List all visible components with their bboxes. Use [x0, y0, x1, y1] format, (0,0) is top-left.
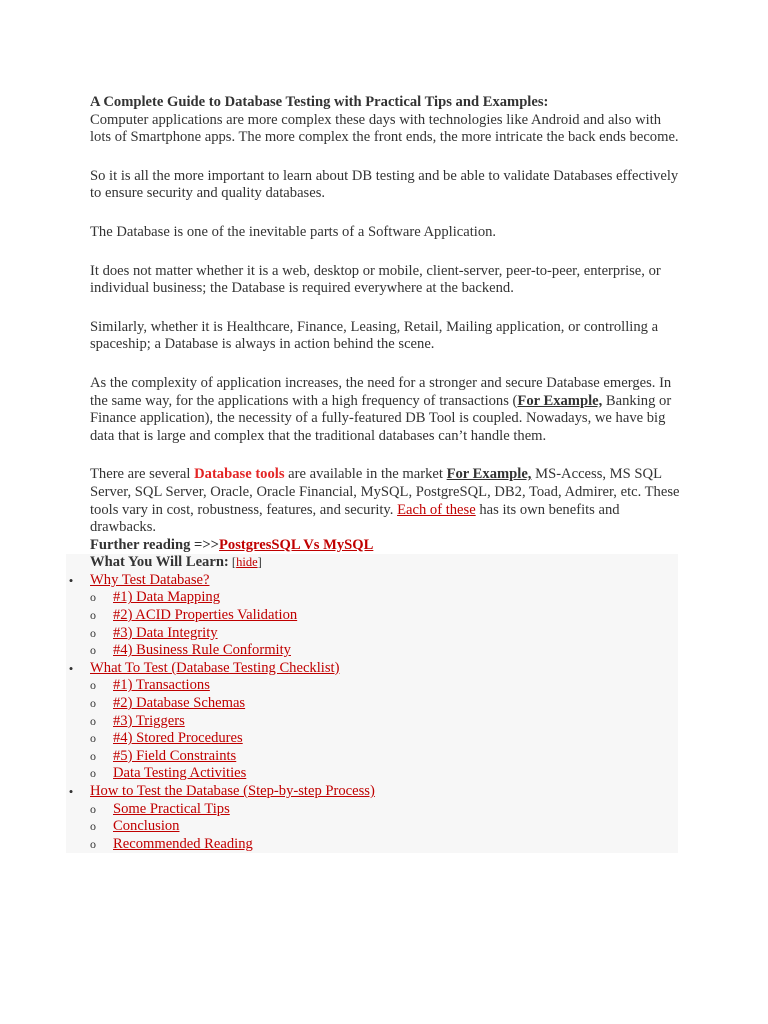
toc-subsection-link[interactable]: #3) Data Integrity [113, 624, 218, 641]
toc-subsection-item [90, 642, 678, 660]
intro-text: Computer applications are more complex these days with technologies like Android and also with lots of Smartphone apps. The more complex the front ends, the more intricate the back ends become. [90, 111, 679, 146]
toc-subsection-item [90, 589, 678, 607]
circle-bullet-icon: o [90, 766, 96, 781]
toc-subsection-item [90, 836, 678, 854]
table-of-contents [68, 554, 678, 853]
toc-subsection-link[interactable]: Conclusion [113, 818, 180, 835]
tools-text-b: are available in the market [284, 466, 447, 483]
toc-section-item [68, 571, 678, 590]
bullet-icon: • [68, 572, 74, 588]
for-example-emphasis: For Example, [517, 392, 603, 409]
toc-subsection-item [90, 748, 678, 766]
toc-heading: What You Will Learn: [90, 554, 229, 571]
toc-subsection-link[interactable]: #3) Triggers [113, 712, 185, 729]
bullet-icon: • [68, 784, 74, 799]
toc-background-strip [66, 554, 90, 853]
circle-bullet-icon: o [90, 713, 96, 728]
toc-subsection-item [90, 607, 678, 625]
circle-bullet-icon: o [90, 625, 96, 640]
toc-hide-bracket-open: [ [228, 555, 237, 570]
article-body [68, 94, 680, 853]
toc-subsection-item [90, 625, 678, 643]
paragraph-complexity [90, 375, 680, 445]
circle-bullet-icon: o [90, 801, 96, 816]
each-of-these-link[interactable]: Each of these [397, 501, 476, 518]
toc-section-link[interactable]: Why Test Database? [90, 571, 210, 588]
for-example-emphasis-2: For Example, [446, 466, 532, 483]
tools-text-c: MS-Access, MS SQL Server, SQL Server, Oracle, Oracle Financial, MySQL, PostgreSQL, DB2, Toad, Admirer, etc. These tools vary in cost, robustness, features, and security. [90, 466, 680, 518]
toc-section-item [68, 659, 678, 678]
paragraph-db-testing: So it is all the more important to learn about DB testing and be able to validate Databases effectively to ensure security and quality databases. [90, 167, 679, 202]
toc-section-link[interactable]: How to Test the Database (Step-by-step Process) [90, 783, 375, 799]
toc-list [68, 571, 678, 854]
further-reading-label: Further reading =>> [90, 536, 219, 553]
further-reading [90, 537, 680, 555]
paragraph-db-tools [90, 466, 680, 536]
toc-hide-link[interactable]: hide [236, 555, 258, 570]
toc-subsection-item [90, 818, 678, 836]
toc-section-link[interactable]: What To Test (Database Testing Checklist) [90, 659, 340, 676]
circle-bullet-icon: o [90, 836, 96, 851]
toc-subsection-item [90, 713, 678, 731]
toc-subsection-link[interactable]: #1) Data Mapping [113, 589, 220, 606]
toc-subsection-item [90, 801, 678, 819]
paragraph-inevitable: The Database is one of the inevitable parts of a Software Application. [90, 223, 497, 240]
toc-header [90, 554, 678, 572]
article-title-paragraph [90, 94, 680, 147]
paragraph-spaceship: Similarly, whether it is Healthcare, Finance, Leasing, Retail, Mailing application, or controlling a spaceship; a Database is always in action behind the scene. [90, 318, 659, 353]
toc-subsection-link[interactable]: Data Testing Activities [113, 765, 247, 782]
toc-subsection-link[interactable]: #1) Transactions [113, 677, 210, 694]
tools-text-a: There are several [90, 466, 195, 483]
circle-bullet-icon: o [90, 731, 96, 746]
toc-subsection-link[interactable]: #5) Field Constraints [113, 747, 237, 764]
tools-text-d: has its own benefits and drawbacks. [90, 501, 620, 536]
postgres-vs-mysql-link[interactable]: PostgresSQL Vs MySQL [219, 536, 374, 553]
toc-subsection-item [90, 677, 678, 695]
complexity-text-a: As the complexity of application increases, the need for a stronger and secure Database emerges. In the same way, for the applications with a high frequency of transactions ( [90, 374, 672, 409]
toc-section-item [68, 783, 678, 801]
circle-bullet-icon: o [90, 748, 96, 763]
toc-subsection-link[interactable]: Recommended Reading [113, 835, 253, 852]
toc-subsection-item [90, 765, 678, 783]
circle-bullet-icon: o [90, 608, 96, 623]
toc-subsection-link[interactable]: #2) ACID Properties Validation [113, 607, 298, 624]
paragraph-backend: It does not matter whether it is a web, desktop or mobile, client-server, peer-to-peer, enterprise, or individual business; the Database is required everywhere at the backend. [90, 262, 661, 297]
circle-bullet-icon: o [90, 643, 96, 658]
database-tools-highlight: Database tools [194, 466, 285, 483]
toc-hide-bracket-close: ] [257, 555, 262, 570]
toc-subsection-item [90, 730, 678, 748]
circle-bullet-icon: o [90, 819, 96, 834]
complexity-text-b: Banking or Finance application), the necessity of a fully-featured DB Tool is coupled. Nowadays, we have big data that is large and complex that the traditional databases can’t handle them. [90, 392, 672, 444]
circle-bullet-icon: o [90, 696, 96, 711]
article-title: A Complete Guide to Database Testing with Practical Tips and Examples: [90, 94, 549, 110]
toc-subsection-link[interactable]: Some Practical Tips [113, 800, 230, 817]
toc-subsection-link[interactable]: #4) Stored Procedures [113, 730, 243, 747]
bullet-icon: • [68, 660, 74, 676]
toc-subsection-link[interactable]: #2) Database Schemas [113, 695, 246, 712]
circle-bullet-icon: o [90, 678, 96, 693]
toc-subsection-link[interactable]: #4) Business Rule Conformity [113, 642, 291, 659]
circle-bullet-icon: o [90, 590, 96, 605]
toc-subsection-item [90, 695, 678, 713]
